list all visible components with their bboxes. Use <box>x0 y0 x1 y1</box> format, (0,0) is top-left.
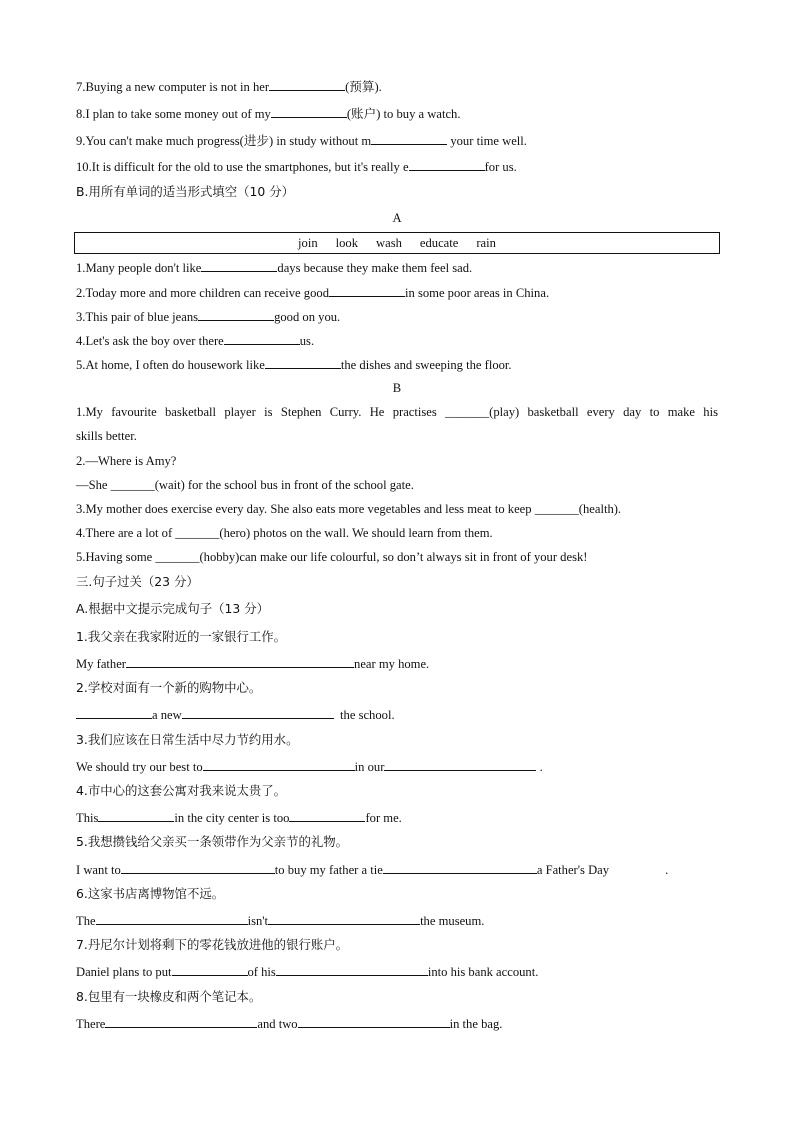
group-a-item-2: 2.Today more and more children can receive good in some poor areas in China. <box>76 286 550 300</box>
group-b-item-2-line1: 2.—Where is Amy? <box>76 454 177 468</box>
answer-blank[interactable] <box>276 963 428 976</box>
answer-blank[interactable] <box>271 105 347 118</box>
group-b-item-2-line2: —She _______(wait) for the school bus in front of the school gate. <box>76 478 414 492</box>
sentence-2-answer: a new the school. <box>76 706 718 723</box>
answer-blank[interactable] <box>76 706 152 719</box>
answer-blank[interactable] <box>96 912 248 925</box>
sentence-3-answer: We should try our best to in our . <box>76 760 543 774</box>
answer-blank[interactable] <box>383 861 537 874</box>
answer-blank[interactable] <box>298 1015 450 1028</box>
group-b-label: B <box>392 381 402 395</box>
answer-blank[interactable] <box>98 809 174 822</box>
sentence-1-prompt: 1.我父亲在我家附近的一家银行工作。 <box>76 629 287 644</box>
group-a-item-5: 5.At home, I often do housework like the dishes and sweeping the floor. <box>76 358 512 372</box>
answer-blank[interactable] <box>269 78 345 91</box>
sentence-7-prompt: 7.丹尼尔计划将剩下的零花钱放进他的银行账户。 <box>76 937 349 952</box>
section-3a-title: A.根据中文提示完成句子（13 分） <box>76 601 269 616</box>
sentence-1-answer: My father near my home. <box>76 657 430 671</box>
word-look: look <box>335 235 359 250</box>
sentence-2-prompt: 2.学校对面有一个新的购物中心。 <box>76 680 262 695</box>
vocab-item-10: 10.It is difficult for the old to use the smartphones, but it's really e for us. <box>76 160 517 174</box>
group-b-item-1-line2: skills better. <box>76 429 137 443</box>
word-join: join <box>298 235 318 250</box>
answer-blank[interactable] <box>289 809 365 822</box>
group-b-item-4: 4.There are a lot of _______(hero) photos on the wall. We should learn from them. <box>76 526 493 540</box>
sentence-5-prompt: 5.我想攒钱给父亲买一条领带作为父亲节的礼物。 <box>76 834 349 849</box>
answer-blank[interactable] <box>409 158 485 171</box>
word-educate: educate <box>419 235 459 250</box>
answer-blank[interactable] <box>121 861 275 874</box>
word-wash: wash <box>376 235 402 250</box>
answer-blank[interactable] <box>203 758 355 771</box>
sentence-6-prompt: 6.这家书店离博物馆不远。 <box>76 886 225 901</box>
answer-blank[interactable] <box>105 1015 257 1028</box>
sentence-7-answer: Daniel plans to put of his into his bank account. <box>76 965 539 979</box>
answer-blank[interactable] <box>201 259 277 272</box>
group-a-item-1: 1.Many people don't like days because they make them feel sad. <box>76 261 473 275</box>
vocab-item-8: 8.I plan to take some money out of my (账户) to buy a watch. <box>76 107 461 121</box>
group-b-item-5: 5.Having some _______(hobby)can make our life colourful, so don’t always sit in front of your desk! <box>76 550 588 564</box>
answer-blank[interactable] <box>126 655 354 668</box>
word-rain: rain <box>476 235 496 250</box>
vocab-item-7: 7.Buying a new computer is not in her (预算). <box>76 80 382 94</box>
sentence-4-prompt: 4.市中心的这套公寓对我来说太贵了。 <box>76 783 287 798</box>
answer-blank[interactable] <box>182 706 334 719</box>
group-b-item-1-line1: 1.My favourite basketball player is Stephen Curry. He practises _______(play) basketball every day to make his <box>76 405 718 419</box>
group-a-item-3: 3.This pair of blue jeans good on you. <box>76 310 341 324</box>
word-box <box>74 232 720 254</box>
sentence-5-answer: I want to to buy my father a tie a Father's Day . <box>76 863 669 877</box>
answer-blank[interactable] <box>371 132 447 145</box>
answer-blank[interactable] <box>265 356 341 369</box>
section-b-title: B.用所有单词的适当形式填空（10 分） <box>76 184 295 199</box>
answer-blank[interactable] <box>172 963 248 976</box>
answer-blank[interactable] <box>268 912 420 925</box>
sentence-8-answer: There and two in the bag. <box>76 1017 503 1031</box>
sentence-4-answer: This in the city center is too for me. <box>76 811 402 825</box>
answer-blank[interactable] <box>384 758 536 771</box>
section-3-title: 三.句子过关（23 分） <box>76 574 199 589</box>
sentence-3-prompt: 3.我们应该在日常生活中尽力节约用水。 <box>76 732 299 747</box>
answer-blank[interactable] <box>329 284 405 297</box>
group-a-item-4: 4.Let's ask the boy over there us. <box>76 334 315 348</box>
answer-blank[interactable] <box>198 308 274 321</box>
sentence-8-prompt: 8.包里有一块橡皮和两个笔记本。 <box>76 989 262 1004</box>
group-b-item-3: 3.My mother does exercise every day. She also eats more vegetables and less meat to keep _______(health). <box>76 502 622 516</box>
vocab-item-9: 9.You can't make much progress(进步) in study without m your time well. <box>76 134 527 148</box>
answer-blank[interactable] <box>224 332 300 345</box>
group-a-label: A <box>392 211 402 225</box>
sentence-6-answer: The isn't the museum. <box>76 914 485 928</box>
